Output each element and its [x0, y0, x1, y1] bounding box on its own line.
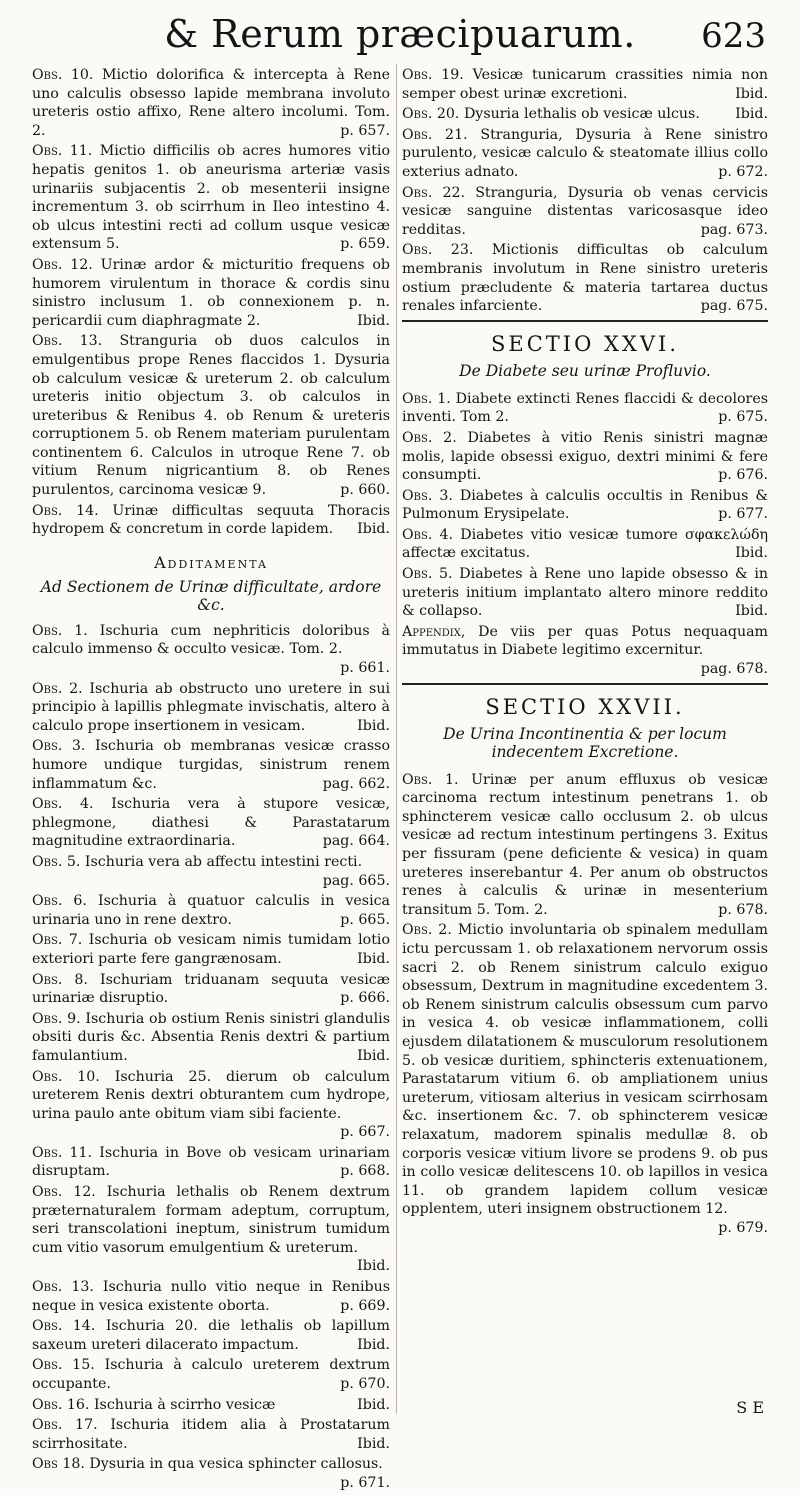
entry-page-ref: p. 661. — [340, 660, 390, 677]
entry-text: Urinæ difficultas sequuta Thoracis hydropem & concretum in corde lapidem. — [32, 502, 391, 538]
entry-label: Obs. 11. — [32, 143, 93, 160]
entry-label: Obs. 5. — [402, 566, 453, 583]
entry-label: Obs. 22. — [402, 184, 466, 201]
index-entry — [402, 390, 768, 427]
entry-label: Obs. 1. — [402, 390, 451, 407]
entry-page-ref: Ibid. — [357, 1258, 390, 1275]
entry-page-ref: p. 676. — [718, 467, 768, 484]
entry-page-ref: pag. 675. — [700, 298, 768, 315]
index-entry — [32, 680, 390, 736]
entry-page-ref: pag. 673. — [700, 221, 768, 238]
additamenta-heading: Additamenta — [154, 552, 268, 572]
entry-text: Ischuria à scirrho vesicæ — [93, 1396, 276, 1413]
entry-page-ref: pag. 665. — [322, 872, 390, 889]
entry-label: Obs. 6. — [32, 893, 87, 910]
entry-label: Obs. 15. — [32, 1357, 95, 1374]
entry-label: Obs. 4. — [32, 796, 94, 813]
entry-text: Ischuria nullo vitio neque in Renibus neque in vesica existente oborta. — [32, 1279, 391, 1314]
entry-label: Obs. 3. — [402, 487, 453, 504]
entry-label: Obs. 10. — [32, 67, 94, 83]
entry-page-ref: p. 671. — [340, 1474, 390, 1491]
catchword: S E — [736, 1398, 764, 1417]
index-entry — [32, 502, 390, 539]
entry-text: Dysuria in qua vesica sphincter callosus. — [89, 1456, 383, 1473]
entry-text: Ischuria ob membranas vesicæ crasso humore undique turgidas, sinistrum renem inflammatum &c. — [32, 738, 391, 792]
entry-label: Obs. 12. — [32, 1184, 96, 1201]
index-entry — [32, 1144, 390, 1181]
index-entry — [402, 921, 768, 1237]
entry-label: Obs. 19. — [402, 67, 464, 83]
sectio-26-entry-list — [402, 390, 768, 679]
additamenta-entry-list — [32, 622, 390, 1493]
entry-text: Mictionis difficultas ob calculum membranis involutum in Rene sinistro ureteris ostium præcludente & materia tartarea ductus renales infarciente. — [402, 242, 768, 315]
entry-page-ref: pag. 678. — [700, 661, 768, 678]
entry-text: Dysuria lethalis ob vesicæ ulcus. — [463, 106, 700, 123]
entry-page-ref: p. 678. — [718, 901, 768, 918]
entry-page-ref: p. 679. — [718, 1219, 768, 1236]
index-entry — [402, 184, 768, 240]
entry-page-ref: Ibid. — [357, 1047, 390, 1064]
index-entry — [402, 126, 768, 182]
entry-label: Obs. 1. — [402, 771, 459, 788]
index-entry — [32, 256, 390, 330]
entry-text: Vesicæ tunicarum crassities nimia non semper obest urinæ excretioni. — [402, 67, 768, 102]
entry-text: Ischuria vera à stupore vesicæ, phlegmone, diathesi & Parastatarum magnitudine extraordinaria. — [32, 796, 390, 850]
column-divider — [396, 64, 397, 1414]
entry-page-ref: Ibid. — [357, 1396, 390, 1413]
entry-label: Obs. 10. — [32, 1068, 100, 1085]
index-entry — [402, 526, 768, 563]
entry-label: Obs. 17. — [32, 1417, 98, 1434]
entry-page-ref: Ibid. — [735, 106, 768, 123]
entry-text: Ischuria à quatuor calculis in vesica urinaria uno in rene dextro. — [32, 893, 391, 928]
sectio-26-heading: SECTIO XXVI. — [490, 331, 679, 356]
entry-page-ref: p. 659. — [340, 236, 390, 253]
entry-text: Ischuria cum nephriticis doloribus à calculo immenso & occulto vesicæ. Tom. 2. — [32, 622, 391, 658]
index-entry — [32, 1278, 390, 1315]
index-entry — [402, 105, 768, 124]
left-column — [32, 66, 390, 1495]
section-rule — [402, 320, 768, 322]
entry-page-ref: p. 666. — [340, 990, 390, 1007]
entry-page-ref: Ibid. — [357, 717, 390, 734]
entry-text: Stranguria, Dysuria à Rene sinistro purulento, vesicæ calculo & steatomate illius collo exterius adnato. — [402, 126, 768, 180]
entry-label: Obs. 23. — [402, 242, 474, 259]
entry-label: Obs. 14. — [32, 1318, 96, 1335]
index-entry — [32, 142, 390, 254]
running-head — [0, 6, 800, 58]
entry-page-ref: Ibid. — [357, 950, 390, 967]
index-entry — [402, 565, 768, 621]
page-number: 623 — [701, 16, 766, 56]
entry-label: Obs. 21. — [402, 126, 468, 143]
entry-label: Obs. 16. — [32, 1396, 90, 1413]
entry-label: Obs. 13. — [32, 333, 103, 350]
entry-page-ref: p. 672. — [718, 163, 768, 180]
entry-text: Diabetes vitio vesicæ tumore σφακελώδη affectæ excitatus. — [402, 526, 768, 562]
left-entry-list — [32, 66, 390, 539]
entry-label: Obs. 13. — [32, 1279, 94, 1296]
index-entry — [402, 623, 768, 679]
entry-label: Obs. 2. — [402, 922, 452, 939]
index-entry — [402, 771, 768, 920]
entry-page-ref: Ibid. — [735, 545, 768, 562]
entry-label: Appendix, — [402, 623, 466, 640]
entry-label: Obs. 11. — [32, 1144, 93, 1161]
index-entry — [32, 737, 390, 793]
entry-page-ref: p. 669. — [340, 1297, 390, 1314]
entry-text: Ischuria 20. die lethalis ob lapillum saxeum ureteri dilacerato impactum. — [32, 1318, 390, 1353]
index-entry — [32, 892, 390, 929]
additamenta-subtitle: Ad Sectionem de Urinæ difficultate, ardore &c. — [40, 577, 382, 614]
entry-text: Ischuriam triduanam sequuta vesicæ urinariæ disruptio. — [32, 971, 391, 1007]
entry-label: Obs. 4. — [402, 526, 454, 543]
entry-text: De viis per quas Potus nequaquam immutatus in Diabete legitimo excernitur. — [402, 623, 768, 659]
index-entry — [32, 853, 390, 890]
index-entry — [402, 429, 768, 485]
index-entry — [32, 1010, 390, 1066]
entry-text: Mictio difficilis ob acres humores vitio hepatis genitos 1. ob aneurisma arteriæ vasis urinariis subjacentis 2. ob mesenterii insigne incrementum 3. ob scirrhum in Ileo intestino 4. ob ulcus intestini recti ad collum usque vesicæ extensum 5. — [32, 143, 391, 253]
index-entry — [32, 1317, 390, 1354]
entry-text: Ischuria lethalis ob Renem dextrum præternaturalem formam adeptum, corruptum, seri transcolationi ineptum, sinistrum tumidum cum vitio vasorum emulgentium & ureterum. — [32, 1184, 390, 1256]
index-entry — [402, 241, 768, 315]
entry-text: Ischuria in Bove ob vesicam urinariam disruptam. — [32, 1144, 391, 1180]
entry-page-ref: Ibid. — [357, 312, 390, 329]
entry-label: Obs 18. — [32, 1456, 85, 1473]
entry-page-ref: pag. 664. — [322, 833, 390, 850]
entry-text: Ischuria ab obstructo uno uretere in sui principio à lapillis phlegmate invischatis, altero à calculo prope insertionem in vesicam. — [32, 680, 390, 734]
right-column — [402, 66, 768, 1239]
index-entry — [32, 332, 390, 499]
entry-label: Obs. 2. — [402, 429, 457, 446]
entry-label: Obs. 14. — [32, 502, 99, 519]
entry-text: Mictio dolorifica & intercepta à Rene uno calculis obsesso lapide membrana involuto ureteris ostio affixo, Rene altero incolumi. Tom. 2. — [32, 67, 390, 139]
entry-page-ref: Ibid. — [357, 521, 390, 538]
section-rule — [402, 683, 768, 685]
entry-label: Obs. 2. — [32, 680, 83, 697]
entry-label: Obs. 7. — [32, 932, 83, 949]
entry-label: Obs. 3. — [32, 738, 86, 755]
sectio-26-subtitle: De Diabete seu urinæ Profluvio. — [459, 361, 711, 380]
index-entry — [32, 795, 390, 851]
entry-text: Stranguria ob duos calculos in emulgentibus prope Renes flaccidos 1. Dysuria ob calculum vesicæ & ureterum 2. ob calculum ureteris initio objectum 3. ob calculos in ureteribus & Renibus 4. ob Renum & ureteris corruptionem 5. ob Renem materiam purulentam continentem 6. Calculos in utroque Rene 7. ob vitium Renum nigricantium 8. ob Renes purulentos, carcinoma vesicæ 9. — [32, 333, 390, 499]
entry-text: Mictio involuntaria ob spinalem medullam ictu percussam 1. ob relaxationem nervorum ossis sacri 2. ob Renem sinistrum calculo exiguo obsessum, Dextrum in magnitudine excedentem 3. ob Renem sinistrum calculis obsessum cum parvo in vesica 4. ob vesicæ inflammationem, colli ejusdem dilatationem & musculorum resolutionem 5. ob vesicæ duritiem, sphincteris extenuationem, Parastatarum vitium 6. ob ampliationem unius ureterum, vitiosam alterius in vesicam scirrhosam &c. insertionem &c. 7. ob sphincterem vesicæ relaxatum, madorem spinalis medullæ 8. ob corporis vesicæ vitium livore se prodens 9. ob pus in collo vesicæ delitescens 10. ob lapillos in vesica 11. ob grandem lapidem collum vesicæ opplentem, uteri insignem obstructionem 12. — [402, 922, 768, 1218]
entry-page-ref: p. 665. — [340, 911, 390, 928]
index-entry — [402, 66, 768, 103]
entry-text: Ischuria ob vesicam nimis tumidam lotio exteriori parte fere gangrænosam. — [32, 932, 390, 967]
index-entry — [32, 931, 390, 968]
entry-text: Ischuria à calculo ureterem dextrum occupante. — [32, 1357, 390, 1392]
entry-text: Stranguria, Dysuria ob venas cervicis vesicæ sanguine distentas varicosasque ideo redditas. — [402, 184, 768, 238]
right-entry-list — [402, 66, 768, 316]
entry-label: Obs. 20. — [402, 106, 460, 123]
entry-page-ref: pag. 662. — [322, 775, 390, 792]
entry-page-ref: p. 677. — [718, 506, 768, 523]
index-entry — [402, 487, 768, 524]
sectio-27-entry-list — [402, 771, 768, 1238]
page-title: & Rerum præcipuarum. — [164, 12, 636, 56]
entry-label: Obs. 9. — [32, 1010, 81, 1027]
entry-page-ref: p. 667. — [340, 1124, 390, 1141]
entry-text: Ischuria 25. dierum ob calculum ureterem Renis dextri obturantem cum hydrope, urina paulo ante obitum viam sibi faciente. — [32, 1068, 391, 1122]
entry-text: Ischuria itidem alia à Prostatarum scirrhositate. — [32, 1417, 390, 1452]
entry-page-ref: p. 657. — [340, 122, 390, 139]
entry-page-ref: p. 660. — [340, 482, 390, 499]
index-entry — [32, 66, 390, 140]
index-entry — [32, 1068, 390, 1142]
index-entry — [32, 971, 390, 1008]
index-entry — [32, 622, 390, 678]
entry-label: Obs. 12. — [32, 256, 93, 273]
index-entry — [32, 1183, 390, 1276]
entry-page-ref: Ibid. — [357, 1435, 390, 1452]
entry-page-ref: Ibid. — [735, 85, 768, 102]
entry-text: Urinæ ardor & micturitio frequens ob humorem virulentum in thorace & cordis sinu sinistro inclusum 1. ob connexionem p. n. pericardii cum diaphragmate 2. — [32, 256, 390, 329]
entry-label: Obs. 5. — [32, 853, 81, 870]
entry-label: Obs. 8. — [32, 971, 88, 988]
entry-text: Diabetes à vitio Renis sinistri magnæ molis, lapide obsessi exiguo, dextri minimi & fere consumpti. — [402, 429, 768, 484]
entry-label: Obs. 1. — [32, 622, 88, 639]
entry-page-ref: Ibid. — [735, 603, 768, 620]
entry-text: Diabete extincti Renes flaccidi & decolores inventi. Tom 2. — [402, 390, 768, 426]
entry-text: Diabetes à Rene uno lapide obsesso & in ureteris initium implantato altero minore reddito & collapso. — [402, 566, 769, 620]
entry-page-ref: p. 675. — [718, 409, 768, 426]
entry-text: Ischuria ob ostium Renis sinistri glandulis obsiti duris &c. Absentia Renis dextri & partium famulantium. — [32, 1010, 390, 1064]
index-entry — [32, 1416, 390, 1453]
entry-text: Urinæ per anum effluxus ob vesicæ carcinoma rectum intestinum penetrans 1. ob sphincterem vesicæ callo occlusum 2. ob ulcus vesicæ ad rectum intestinum pertingens 3. Exitus per fissuram (pene deficiente & vesica) in quam ureteres inserebantur 4. Per anum ob obstructos renes à calculis & urinæ in mesenterium transitum 5. Tom. 2. — [402, 771, 769, 918]
entry-text: Diabetes à calculis occultis in Renibus & Pulmonum Erysipelate. — [402, 487, 768, 523]
index-entry — [32, 1356, 390, 1393]
sectio-27-heading: SECTIO XXVII. — [485, 694, 685, 719]
entry-page-ref: p. 668. — [340, 1163, 390, 1180]
entry-page-ref: Ibid. — [357, 1336, 390, 1353]
entry-text: Ischuria vera ab affectu intestini recti. — [84, 853, 363, 870]
entry-page-ref: p. 670. — [340, 1376, 390, 1392]
index-entry — [32, 1396, 390, 1415]
sectio-27-subtitle: De Urina Incontinentia & per locum indecentem Excretione. — [443, 724, 727, 761]
